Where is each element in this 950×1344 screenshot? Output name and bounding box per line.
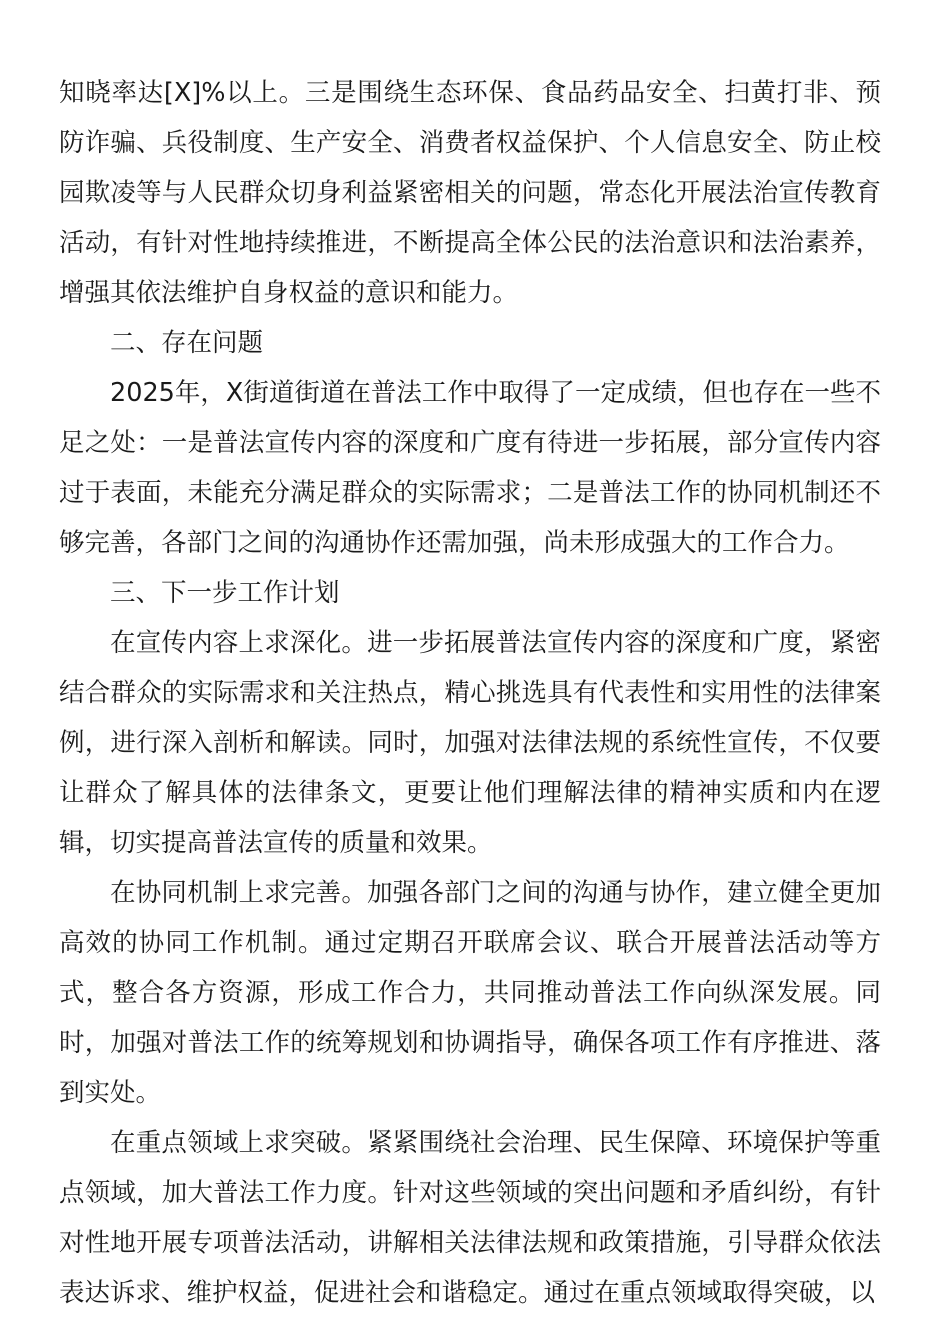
paragraph-key-areas: 在重点领域上求突破。紧紧围绕社会治理、民生保障、环境保护等重点领域，加大普法工作力度。针对这些领域的突出问题和矛盾纠纷，有针对性地开展专项普法活动，讲解相关法律法规和政策措施，引导群众依法表达诉求、维护权益，促进社会和谐稳定。通过在重点领域取得突破，以 bbox=[59, 1128, 881, 1308]
paragraph-coordination-mechanism: 在协同机制上求完善。加强各部门之间的沟通与协作，建立健全更加高效的协同工作机制。通过定期召开联席会议、联合开展普法活动等方式，整合各方资源，形成工作合力，共同推动普法工作向纵深发展。同时，加强对普法工作的统筹规划和协调指导，确保各项工作有序推进、落到实处。 bbox=[59, 878, 881, 1108]
paragraph-problems: 2025年，X街道街道在普法工作中取得了一定成绩，但也存在一些不足之处：一是普法宣传内容的深度和广度有待进一步拓展，部分宣传内容过于表面，未能充分满足群众的实际需求；二是普法工作的协同机制还不够完善，各部门之间的沟通协作还需加强，尚未形成强大的工作合力。 bbox=[59, 378, 881, 558]
section-heading-problems: 二、存在问题 bbox=[110, 328, 264, 358]
section-heading-next-plan: 三、下一步工作计划 bbox=[110, 578, 340, 608]
paragraph-continuation: 知晓率达[X]%以上。三是围绕生态环保、食品药品安全、扫黄打非、预防诈骗、兵役制度、生产安全、消费者权益保护、个人信息安全、防止校园欺凌等与人民群众切身利益紧密相关的问题，常态化开展法治宣传教育活动，有针对性地持续推进，不断提高全体公民的法治意识和法治素养，增强其依法维护自身权益的意识和能力。 bbox=[59, 78, 881, 308]
paragraph-content-deepening: 在宣传内容上求深化。进一步拓展普法宣传内容的深度和广度，紧密结合群众的实际需求和关注热点，精心挑选具有代表性和实用性的法律案例，进行深入剖析和解读。同时，加强对法律法规的系统性宣传，不仅要让群众了解具体的法律条文，更要让他们理解法律的精神实质和内在逻辑，切实提高普法宣传的质量和效果。 bbox=[59, 628, 881, 858]
document-body bbox=[59, 68, 881, 1318]
